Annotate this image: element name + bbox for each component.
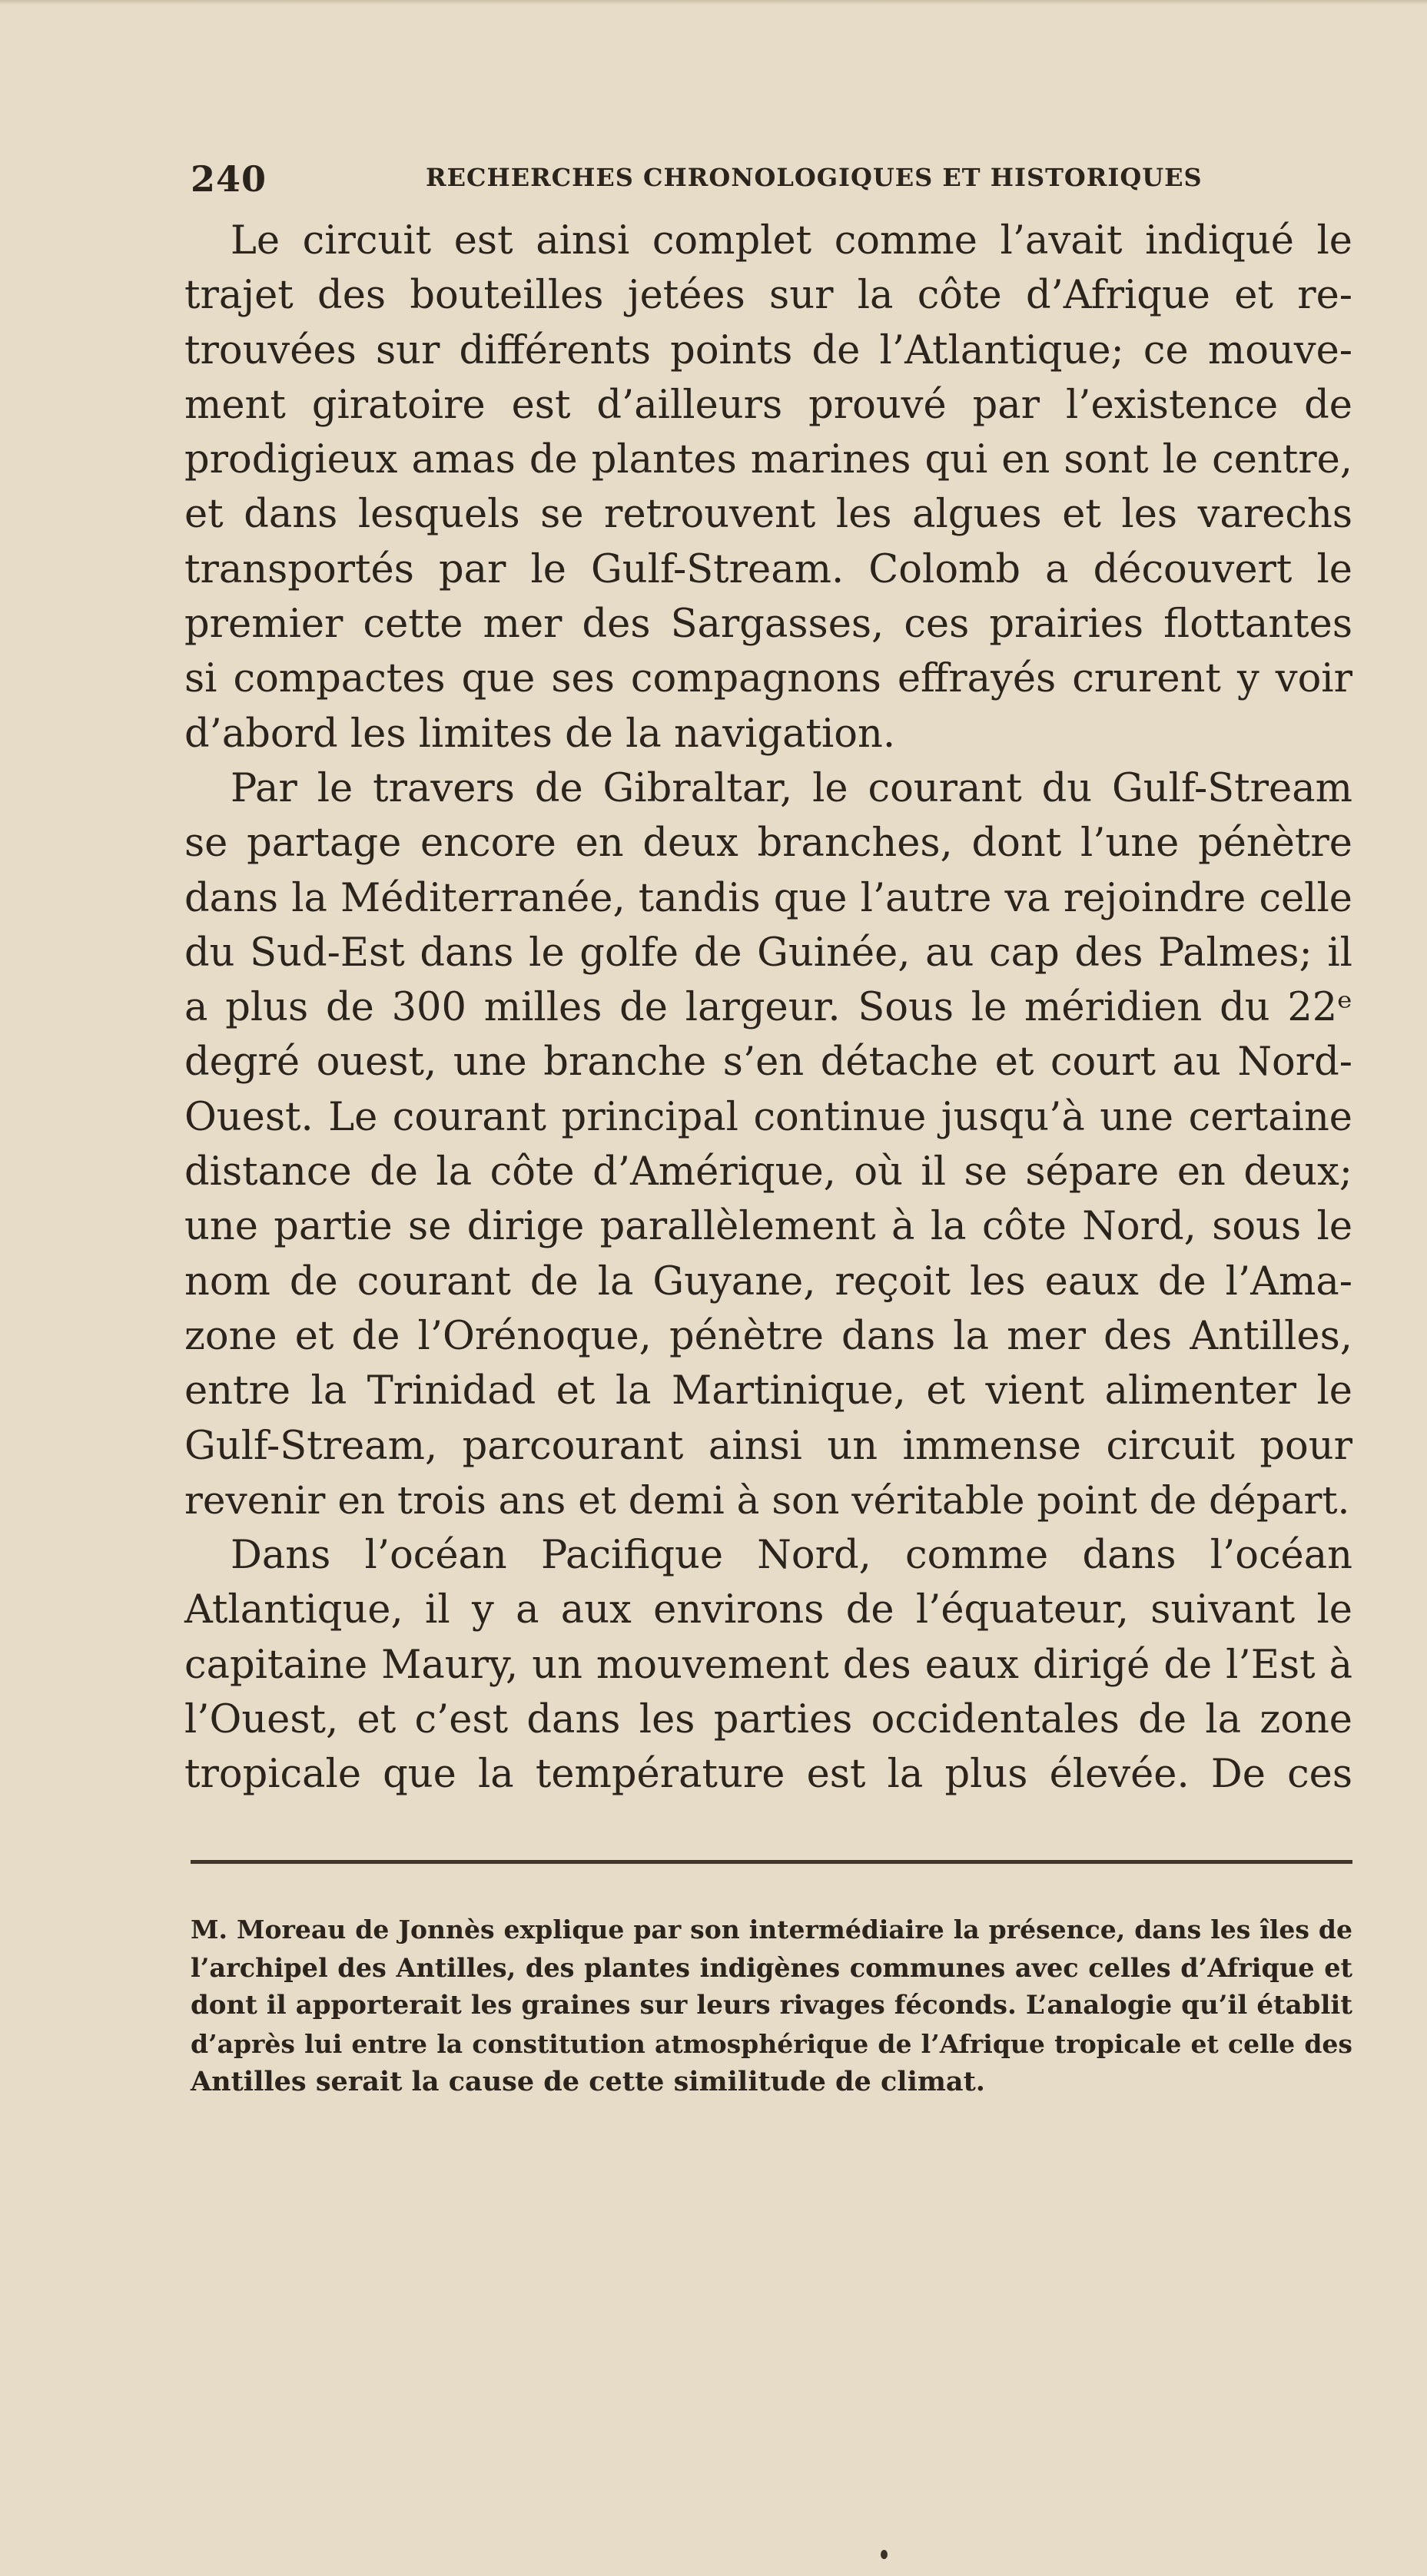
text-line: une partie se dirige parallèlement à la côte Nord, sous le <box>184 1204 1352 1250</box>
text-line: capitaine Maury, un mouvement des eaux dirigé de l’Est à <box>184 1642 1352 1688</box>
text-line: d’abord les limites de la navigation. <box>184 711 896 757</box>
text-line: Par le travers de Gibraltar, le courant du Gulf-Stream <box>231 765 1352 811</box>
text-line: tropicale que la température est la plus élevée. De ces <box>184 1752 1352 1798</box>
page-top-edge <box>0 0 1427 5</box>
text-line: prodigieux amas de plantes marines qui en sont le centre, <box>184 437 1352 483</box>
text-line: Gulf-Stream, parcourant ainsi un immense circuit pour <box>184 1423 1352 1469</box>
text-line: transportés par le Gulf-Stream. Colomb a découvert le <box>184 546 1352 592</box>
footnote-line: Antilles serait la cause de cette similitude de climat. <box>191 2066 985 2097</box>
text-line: distance de la côte d’Amérique, où il se sépare en deux; <box>184 1149 1352 1195</box>
page-number: 240 <box>191 158 267 200</box>
text-line: zone et de l’Orénoque, pénètre dans la mer des Antilles, <box>184 1313 1352 1359</box>
text-line: se partage encore en deux branches, dont l’une pénètre <box>184 821 1352 867</box>
text-line: et dans lesquels se retrouvent les algues et les varechs <box>184 492 1352 538</box>
text-line: degré ouest, une branche s’en détache et court au Nord- <box>184 1039 1352 1086</box>
footnote-rule <box>191 1860 1352 1864</box>
text-line: Atlantique, il y a aux environs de l’équateur, suivant le <box>184 1587 1352 1633</box>
text-line: du Sud-Est dans le golfe de Guinée, au cap des Palmes; il <box>184 930 1352 976</box>
text-line: revenir en trois ans et demi à son véritable point de départ. <box>184 1477 1350 1523</box>
text-line: Ouest. Le courant principal continue jusqu’à une certaine <box>184 1094 1352 1140</box>
text-line: si compactes que ses compagnons effrayés crurent y voir <box>184 656 1352 702</box>
text-line: Dans l’océan Pacifique Nord, comme dans l’océan <box>231 1533 1352 1579</box>
text-line: l’Ouest, et c’est dans les parties occidentales de la zone <box>184 1697 1352 1743</box>
text-line: nom de courant de la Guyane, reçoit les eaux de l’Ama- <box>184 1258 1352 1305</box>
body-text <box>184 214 1352 1802</box>
ink-speck <box>881 2550 888 2559</box>
running-title: RECHERCHES CHRONOLOGIQUES ET HISTORIQUES <box>426 163 1203 192</box>
text-line: a plus de 300 milles de largeur. Sous le méridien du 22ᵉ <box>184 985 1352 1031</box>
footnote-line: l’archipel des Antilles, des plantes indigènes communes avec celles d’Afrique et <box>191 1952 1352 1983</box>
footnote <box>191 1911 1352 2101</box>
text-line: entre la Trinidad et la Martinique, et vient alimenter le <box>184 1368 1352 1414</box>
footnote-line: d’après lui entre la constitution atmosphérique de l’Afrique tropicale et celle des <box>191 2028 1352 2059</box>
footnote-line: dont il apporterait les graines sur leurs rivages féconds. L’analogie qu’il établit <box>191 1990 1352 2021</box>
text-line: dans la Méditerranée, tandis que l’autre va rejoindre celle <box>184 875 1352 921</box>
text-line: trajet des bouteilles jetées sur la côte d’Afrique et re- <box>184 273 1352 319</box>
text-line: ment giratoire est d’ailleurs prouvé par l’existence de <box>184 382 1352 428</box>
footnote-line: M. Moreau de Jonnès explique par son intermédiaire la présence, dans les îles de <box>191 1915 1352 1944</box>
text-line: Le circuit est ainsi complet comme l’avait indiqué le <box>231 218 1352 264</box>
text-line: premier cette mer des Sargasses, ces prairies flottantes <box>184 602 1352 648</box>
text-line: trouvées sur différents points de l’Atlantique; ce mouve- <box>184 327 1352 373</box>
running-head <box>191 152 1352 201</box>
